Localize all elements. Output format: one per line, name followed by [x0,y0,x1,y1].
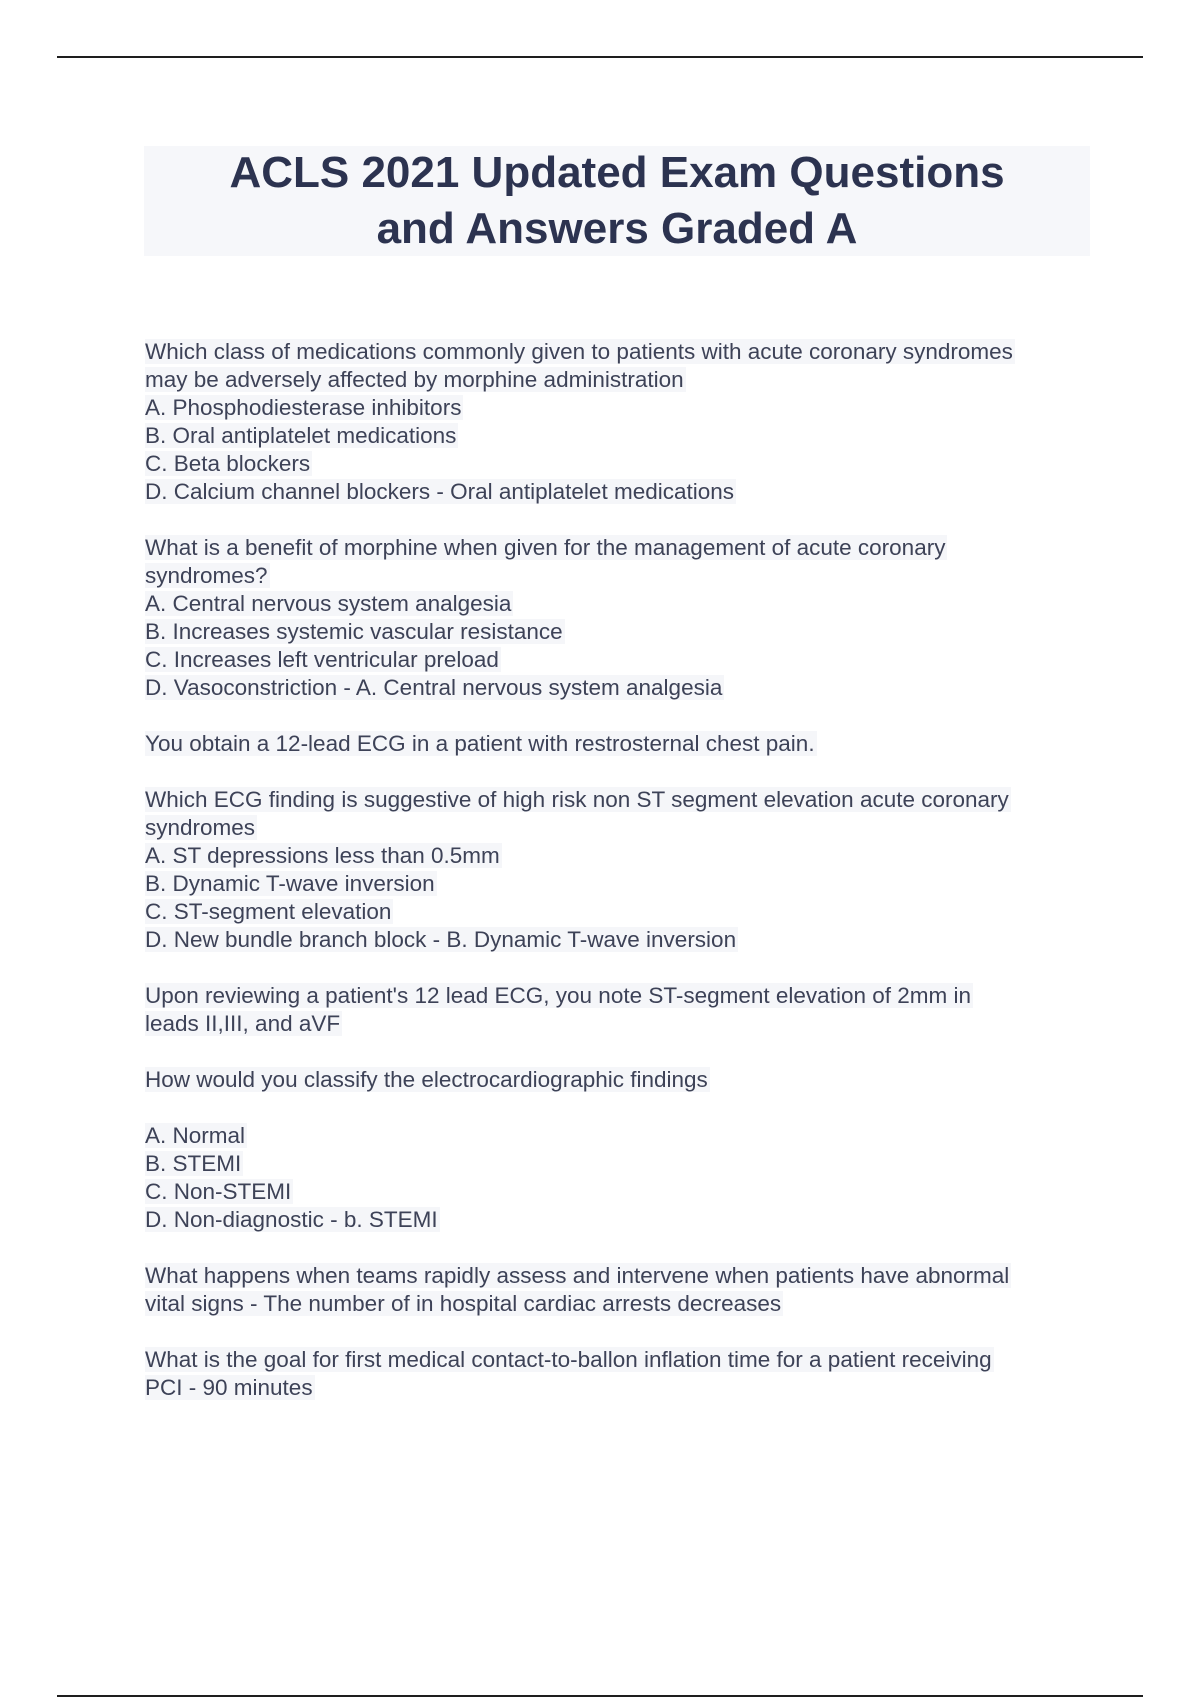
answer-option: B. Oral antiplatelet medications [145,423,457,448]
question-stem-line: syndromes [145,815,256,840]
answer-option: D. Calcium channel blockers - Oral antiplatelet medications [145,479,735,504]
answer-option: C. Non-STEMI [145,1179,292,1204]
question-stem-line: syndromes? [145,563,268,588]
document-title-line-1: ACLS 2021 Updated Exam Questions [229,148,1005,197]
question-stem-line: may be adversely affected by morphine administration [145,367,684,392]
question-stem-line: How would you classify the electrocardiographic findings [145,1067,708,1092]
title-block [144,146,1090,256]
question-answer-line: What is the goal for first medical contact-to-ballon inflation time for a patient receiving [145,1347,992,1372]
answer-option: A. Normal [145,1123,246,1148]
question-stem-line: Which class of medications commonly given to patients with acute coronary syndromes [145,339,1013,364]
question-5 [145,1262,1095,1318]
document-title-line-2: and Answers Graded A [376,204,858,253]
question-6 [145,1346,1095,1402]
question-intro-line: leads II,III, and aVF [145,1011,341,1036]
question-3 [145,730,1095,954]
answer-option: B. Increases systemic vascular resistance [145,619,563,644]
answer-option: C. Beta blockers [145,451,311,476]
document-body [145,338,1095,1402]
question-intro-line: Upon reviewing a patient's 12 lead ECG, you note ST-segment elevation of 2mm in [145,983,971,1008]
question-stem-line: What is a benefit of morphine when given for the management of acute coronary [145,535,946,560]
answer-option: D. Non-diagnostic - b. STEMI [145,1207,438,1232]
question-answer-line: What happens when teams rapidly assess and intervene when patients have abnormal [145,1263,1010,1288]
question-intro-line: You obtain a 12-lead ECG in a patient with restrosternal chest pain. [145,731,815,756]
question-1 [145,338,1095,506]
question-answer-line: PCI - 90 minutes [145,1375,313,1400]
question-answer-line: vital signs - The number of in hospital cardiac arrests decreases [145,1291,782,1316]
answer-option: D. Vasoconstriction - A. Central nervous system analgesia [145,675,723,700]
question-stem-line: Which ECG finding is suggestive of high risk non ST segment elevation acute coronary [145,787,1009,812]
answer-option: B. STEMI [145,1151,242,1176]
answer-option: A. Central nervous system analgesia [145,591,512,616]
answer-option: A. Phosphodiesterase inhibitors [145,395,462,420]
answer-option: D. New bundle branch block - B. Dynamic T-wave inversion [145,927,737,952]
question-4 [145,982,1095,1234]
header-rule [57,56,1143,58]
answer-option: A. ST depressions less than 0.5mm [145,843,500,868]
question-2 [145,534,1095,702]
answer-option: B. Dynamic T-wave inversion [145,871,435,896]
footer-rule [57,1695,1143,1697]
answer-option: C. Increases left ventricular preload [145,647,499,672]
answer-option: C. ST-segment elevation [145,899,392,924]
